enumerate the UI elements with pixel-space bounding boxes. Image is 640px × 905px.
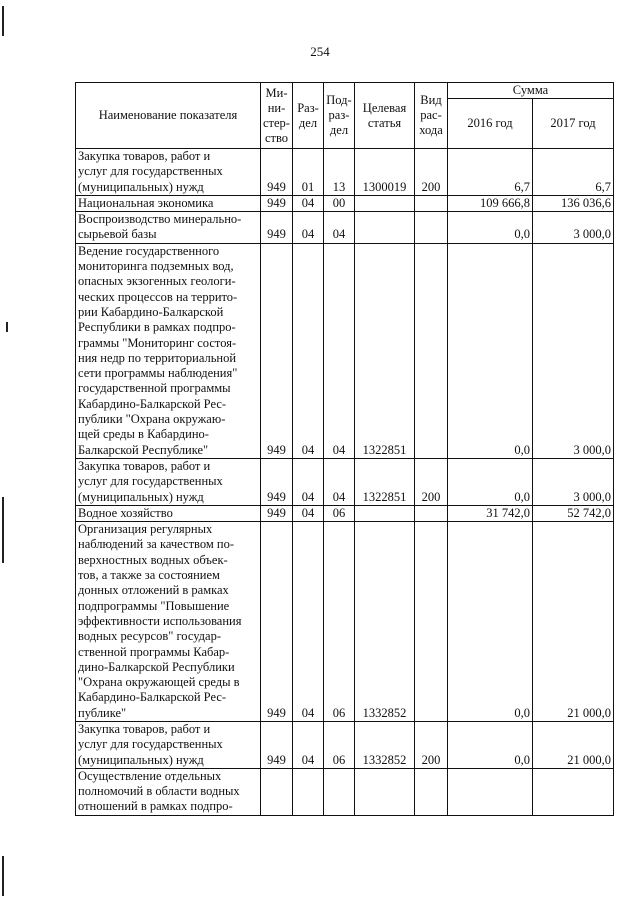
- cell-name: Организация регулярных наблюдений за качеством по- верхностных водных объек- тов, а также за состоянием донных отложений в рамках подпрограммы "Повышение эффективности использования водных ресурсов" государ- ственной программы Кабар- дино-Балкарской Республики "Охрана окружающей среды в Кабардино-Балкарской Рес- публике": [76, 522, 261, 722]
- cell-subsection: [324, 768, 355, 815]
- cell-name: Национальная экономика: [76, 195, 261, 211]
- cell-sum-2016: 0,0: [448, 721, 533, 768]
- cell-name: Закупка товаров, работ и услуг для государственных (муниципальных) нужд: [76, 721, 261, 768]
- cell-expense-type: [415, 505, 448, 521]
- cell-subsection: 06: [324, 522, 355, 722]
- cell-ministry: 949: [261, 458, 293, 505]
- cell-subsection: 04: [324, 243, 355, 458]
- table-row: [76, 149, 614, 196]
- table-row: [76, 212, 614, 244]
- cell-ministry: 949: [261, 243, 293, 458]
- table-row: [76, 458, 614, 505]
- cell-target-article: 1332852: [355, 522, 415, 722]
- cell-name: Закупка товаров, работ и услуг для государственных (муниципальных) нужд: [76, 458, 261, 505]
- budget-table: [75, 82, 614, 816]
- cell-sum-2017: 21 000,0: [533, 522, 614, 722]
- cell-name: Ведение государственного мониторинга подземных вод, опасных экзогенных геологи- ческих процессов на террито- рии Кабардино-Балкарской Республики в рамках подпро- граммы "Мониторинг состоя- ния недр по территориальной сети программы наблюдения" государственной программы Кабардино-Балкарской Рес- публики "Охрана окружаю- щей среды в Кабардино- Балкарской Республике": [76, 243, 261, 458]
- cell-expense-type: [415, 212, 448, 244]
- cell-ministry: 949: [261, 721, 293, 768]
- cell-section: 04: [293, 458, 324, 505]
- cell-subsection: 04: [324, 212, 355, 244]
- cell-subsection: 06: [324, 721, 355, 768]
- scan-edge-mark-middle: [2, 497, 4, 563]
- page-number: 254: [310, 44, 330, 59]
- cell-ministry: 949: [261, 505, 293, 521]
- cell-ministry: 949: [261, 522, 293, 722]
- cell-sum-2016: 0,0: [448, 458, 533, 505]
- cell-ministry: 949: [261, 195, 293, 211]
- cell-name: Осуществление отдельных полномочий в области водных отношений в рамках подпро-: [76, 768, 261, 815]
- cell-target-article: 1300019: [355, 149, 415, 196]
- cell-ministry: 949: [261, 149, 293, 196]
- header-target-article: Целевая статья: [355, 83, 415, 149]
- cell-sum-2016: [448, 768, 533, 815]
- cell-section: 04: [293, 505, 324, 521]
- header-sum: Сумма: [448, 83, 614, 99]
- cell-ministry: [261, 768, 293, 815]
- cell-sum-2016: 31 742,0: [448, 505, 533, 521]
- cell-section: 04: [293, 195, 324, 211]
- table-row: [76, 505, 614, 521]
- cell-expense-type: 200: [415, 721, 448, 768]
- header-year-2016: 2016 год: [448, 99, 533, 149]
- cell-subsection: 06: [324, 505, 355, 521]
- cell-section: [293, 768, 324, 815]
- cell-expense-type: 200: [415, 149, 448, 196]
- header-ministry: Ми- ни- стер- ство: [261, 83, 293, 149]
- cell-target-article: [355, 195, 415, 211]
- cell-target-article: 1322851: [355, 458, 415, 505]
- cell-subsection: 04: [324, 458, 355, 505]
- cell-subsection: 00: [324, 195, 355, 211]
- cell-name: Водное хозяйство: [76, 505, 261, 521]
- cell-section: 04: [293, 212, 324, 244]
- cell-target-article: 1332852: [355, 721, 415, 768]
- cell-section: 04: [293, 243, 324, 458]
- table-row: [76, 768, 614, 815]
- cell-sum-2017: 3 000,0: [533, 458, 614, 505]
- cell-sum-2016: 0,0: [448, 243, 533, 458]
- header-subsection: Под- раз- дел: [324, 83, 355, 149]
- cell-ministry: 949: [261, 212, 293, 244]
- cell-expense-type: [415, 243, 448, 458]
- cell-section: 01: [293, 149, 324, 196]
- cell-target-article: [355, 505, 415, 521]
- cell-target-article: [355, 212, 415, 244]
- cell-sum-2017: 3 000,0: [533, 212, 614, 244]
- cell-section: 04: [293, 721, 324, 768]
- cell-expense-type: [415, 195, 448, 211]
- cell-sum-2016: 109 666,8: [448, 195, 533, 211]
- cell-name: Закупка товаров, работ и услуг для государственных (муниципальных) нужд: [76, 149, 261, 196]
- cell-sum-2017: 21 000,0: [533, 721, 614, 768]
- table-row: [76, 195, 614, 211]
- cell-target-article: 1322851: [355, 243, 415, 458]
- cell-subsection: 13: [324, 149, 355, 196]
- cell-section: 04: [293, 522, 324, 722]
- table-row: [76, 721, 614, 768]
- header-year-2017: 2017 год: [533, 99, 614, 149]
- header-name: Наименование показателя: [76, 83, 261, 149]
- header-section: Раз- дел: [293, 83, 324, 149]
- scan-edge-mark-bottom: [2, 856, 4, 896]
- cell-target-article: [355, 768, 415, 815]
- scan-edge-mark-top: [2, 6, 4, 36]
- cell-expense-type: 200: [415, 458, 448, 505]
- cell-sum-2016: 6,7: [448, 149, 533, 196]
- cell-sum-2016: 0,0: [448, 522, 533, 722]
- table-row: [76, 522, 614, 722]
- table-row: [76, 243, 614, 458]
- cell-sum-2017: 136 036,6: [533, 195, 614, 211]
- cell-name: Воспроизводство минерально- сырьевой базы: [76, 212, 261, 244]
- cell-sum-2016: 0,0: [448, 212, 533, 244]
- cell-expense-type: [415, 522, 448, 722]
- cell-sum-2017: 6,7: [533, 149, 614, 196]
- cell-sum-2017: 3 000,0: [533, 243, 614, 458]
- scan-edge-mark-tick: [6, 322, 8, 332]
- cell-expense-type: [415, 768, 448, 815]
- cell-sum-2017: [533, 768, 614, 815]
- header-expense-type: Вид рас- хода: [415, 83, 448, 149]
- cell-sum-2017: 52 742,0: [533, 505, 614, 521]
